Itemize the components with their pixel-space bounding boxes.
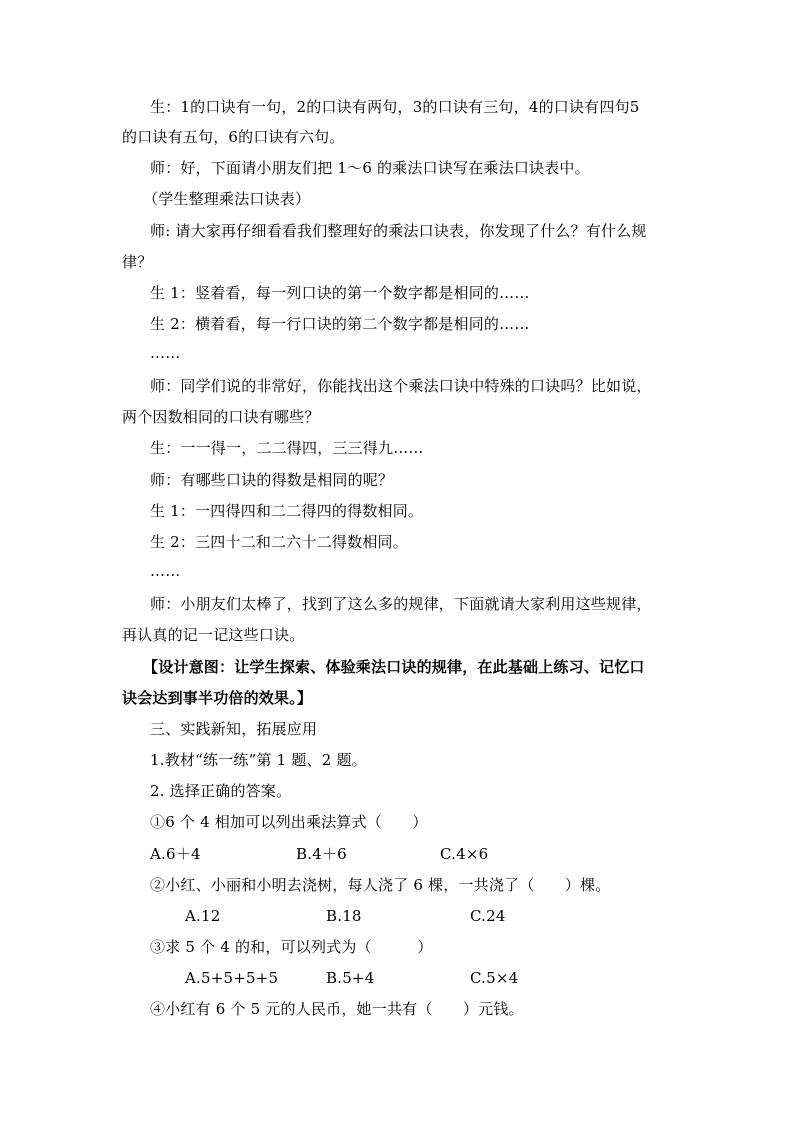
text-line: 师：有哪些口诀的得数是相同的呢？ [150,471,394,489]
text-line: （学生整理乘法口诀表） [143,190,311,208]
text-line: 生：1的口诀有一句，2的口诀有两句，3的口诀有三句，4的口诀有四句5 [150,98,640,116]
text-line: 师：同学们说的非常好，你能找出这个乘法口诀中特殊的口诀吗？比如说， [150,377,652,395]
text-line: 生 2：三四十二和二六十二得数相同。 [150,533,408,551]
text-line: 师：小朋友们太棒了，找到了这么多的规律，下面就请大家利用这些规律， [150,595,652,613]
text-line: 师：好，下面请小朋友们把 1～6 的乘法口诀写在乘法口诀表中。 [150,159,590,177]
q3-option-a: A.5+5+5+5 [185,969,279,987]
ellipsis-line: …… [150,562,181,580]
question-1: ①6 个 4 相加可以列出乘法算式（ ） [150,813,428,831]
text-line: 生 2：横着看，每一行口诀的第二个数字都是相同的…… [150,315,530,333]
q1-option-a: A.6＋4 [150,845,201,863]
section-heading: 三、实践新知，拓展应用 [150,720,318,738]
text-line: 两个因数相同的口诀有哪些？ [122,408,320,426]
question-2: ②小红、小丽和小明去浇树，每人浇了 6 棵，一共浇了（ ）棵。 [150,876,611,894]
text-line: 2. 选择正确的答案。 [150,782,292,800]
ellipsis-line: …… [150,344,181,362]
design-intent-line: 【设计意图：让学生探索、体验乘法口诀的规律，在此基础上练习、记忆口 [143,658,645,676]
text-line: 的口诀有五句，6的口诀有六句。 [122,128,345,146]
text-line: 生 1：一四得四和二二得四的得数相同。 [150,502,424,520]
design-intent-line: 诀会达到事半功倍的效果。】 [122,689,313,707]
q2-option-a: A.12 [185,907,221,925]
question-4: ④小红有 6 个 5 元的人民币，她一共有（ ）元钱。 [150,1000,524,1018]
text-line: 1.教材“练一练”第 1 题、2 题。 [150,751,367,769]
q3-option-c: C.5×4 [470,969,519,987]
question-3: ③求 5 个 4 的和，可以列式为（ ） [150,938,433,956]
q1-option-b: B.4＋6 [296,845,347,863]
q1-option-c: C.4×6 [440,845,489,863]
text-line: 生：一一得一，二二得四，三三得九…… [150,439,424,457]
q2-option-c: C.24 [470,907,506,925]
text-line: 再认真的记一记这些口诀。 [122,626,305,644]
text-line: 生 1：竖着看，每一列口诀的第一个数字都是相同的…… [150,284,530,302]
q3-option-b: B.5+4 [326,969,375,987]
q2-option-b: B.18 [326,907,362,925]
text-line: 师: 请大家再仔细看看我们整理好的乘法口诀表，你发现了什么？有什么规 [150,222,647,240]
text-line: 律？ [122,253,153,271]
